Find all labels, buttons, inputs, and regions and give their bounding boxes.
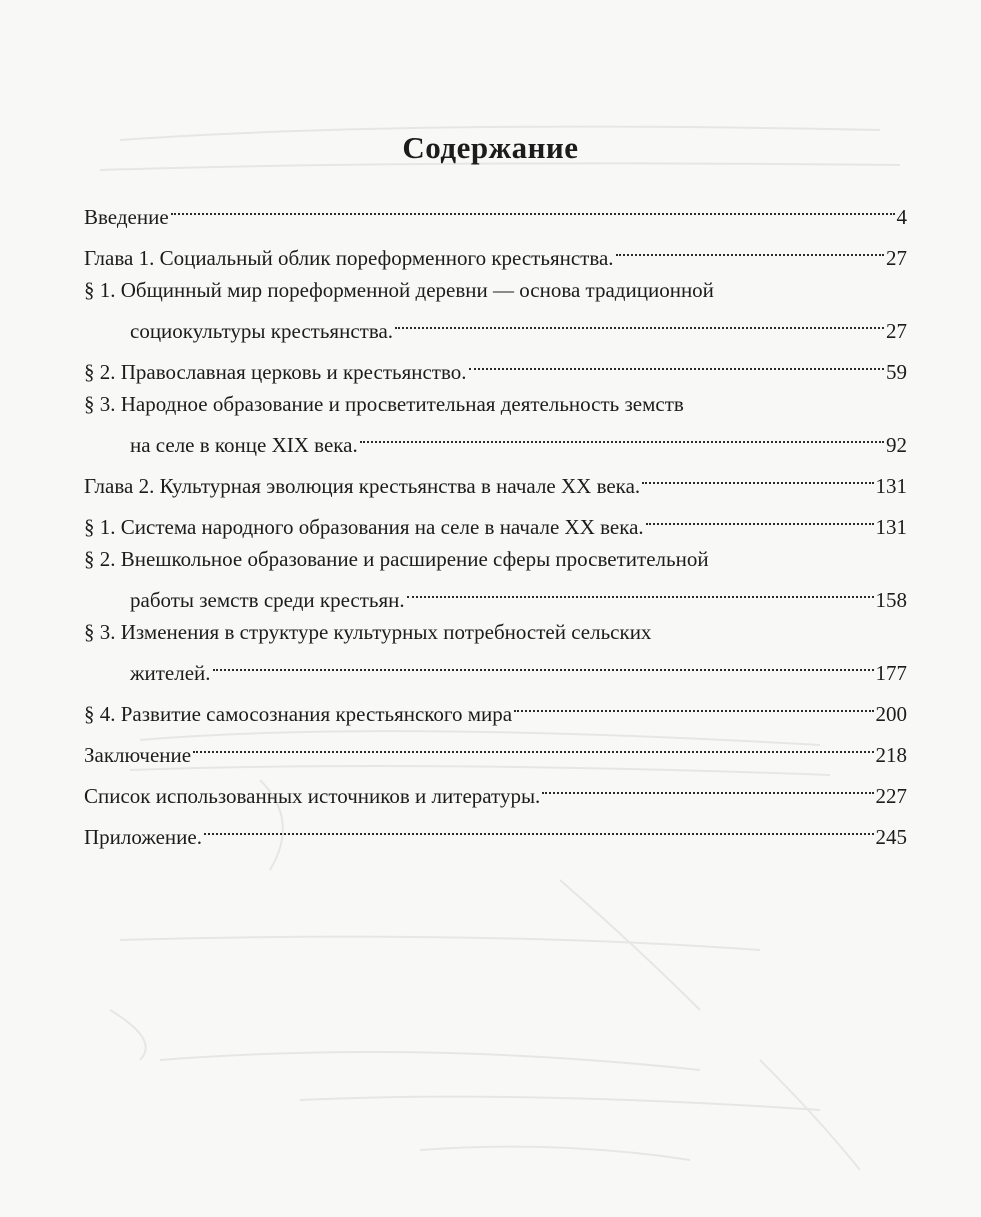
toc-entry-title: § 4. Развитие самосознания крестьянского мира [84,702,513,726]
dot-leader [213,648,874,680]
toc-entry-introduction [84,192,907,233]
toc-entry-appendix [84,812,907,853]
dot-leader [407,575,874,607]
toc-entry-title: § 2. Православная церковь и крестьянство. [84,360,467,384]
toc-entry-chapter-1 [84,233,907,274]
toc-entry-conclusion [84,730,907,771]
toc-entry-title: Заключение [84,743,192,767]
toc-entry-title-line1: § 3. Изменения в структуре культурных потребностей сельских [84,620,652,644]
toc-page-number: 200 [875,702,907,726]
dot-leader [616,233,884,265]
toc-entry-title: Введение [84,205,169,229]
toc-page-number: 92 [886,433,907,457]
toc-page-number: 59 [886,360,907,384]
toc-page-number: 27 [886,246,907,270]
toc-entry-ch2-section-2 [84,543,907,616]
toc-entry-ch2-section-4 [84,689,907,730]
toc-entry-title-line2: социокультуры крестьянства. [130,319,394,343]
toc-page-number: 27 [886,319,907,343]
dot-leader [395,306,884,338]
toc-entry-title-line2: на селе в конце XIX века. [130,433,358,457]
toc-entry-ch1-section-2 [84,347,907,388]
dot-leader [469,347,884,379]
toc-entry-title-line1: § 3. Народное образование и просветительная деятельность земств [84,392,684,416]
toc-entry-title: § 1. Система народного образования на селе в начале XX века. [84,515,644,539]
toc-entry-title-line2: работы земств среди крестьян. [130,588,405,612]
dot-leader [360,420,884,452]
toc-entry-ch2-section-3 [84,616,907,689]
toc-entry-title: Приложение. [84,825,202,849]
toc-page-number: 177 [875,661,907,685]
toc-entry-title: Глава 2. Культурная эволюция крестьянства в начале XX века. [84,474,641,498]
toc-page-number: 131 [875,474,907,498]
toc-entry-title: Глава 1. Социальный облик пореформенного крестьянства. [84,246,614,270]
toc-entry-title-line1: § 1. Общинный мир пореформенной деревни — основа традиционной [84,278,714,302]
toc-entry-ch1-section-1 [84,274,907,347]
toc-entry-sources [84,771,907,812]
toc-entry-title-line2: жителей. [130,661,211,685]
dot-leader [171,192,895,224]
toc-entry-title-line1: § 2. Внешкольное образование и расширение сферы просветительной [84,547,709,571]
toc-page-number: 245 [875,825,907,849]
table-of-contents [84,192,907,853]
toc-entry-ch2-section-1 [84,502,907,543]
dot-leader [542,771,873,803]
toc-page-number: 131 [875,515,907,539]
page-title: Содержание [402,130,579,165]
dot-leader [514,689,873,721]
toc-page-number: 4 [896,205,907,229]
dot-leader [642,461,873,493]
dot-leader [204,812,874,844]
dot-leader [646,502,874,534]
dot-leader [193,730,873,762]
toc-page-number: 158 [875,588,907,612]
toc-entry-ch1-section-3 [84,388,907,461]
toc-page-number: 218 [875,743,907,767]
toc-page-number: 227 [875,784,907,808]
toc-entry-title: Список использованных источников и литературы. [84,784,541,808]
toc-entry-chapter-2 [84,461,907,502]
